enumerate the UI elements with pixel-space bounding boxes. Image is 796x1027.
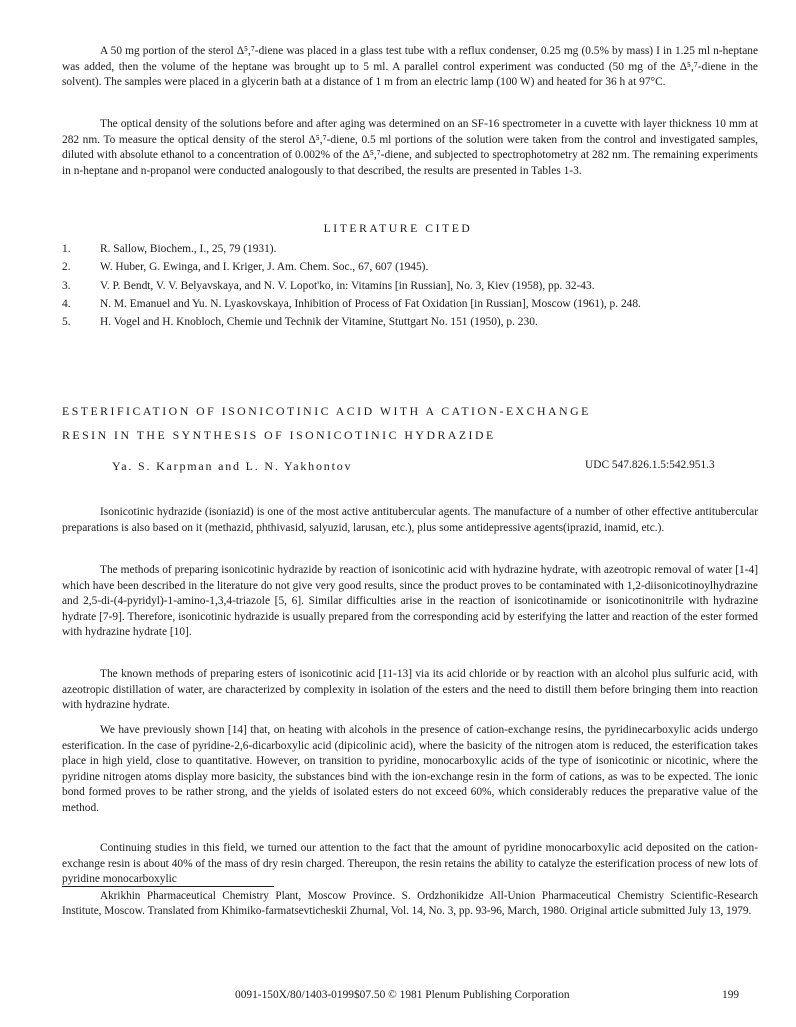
reference-text: V. P. Bendt, V. V. Belyavskaya, and N. V. Lopot'ko, in: Vitamins [in Russian], No. 3, Kiev (1958), pp. 32-43. — [100, 279, 595, 292]
reference-list — [62, 241, 762, 332]
article-authors: Ya. S. Karpman and L. N. Yakhontov — [112, 459, 353, 473]
literature-cited-heading: LITERATURE CITED — [323, 222, 473, 235]
intro-paragraph-1: A 50 mg portion of the sterol Δ⁵,⁷-diene was placed in a glass test tube with a reflux condenser, 0.25 mg (0.5% by mass) I in 1.25 ml n-heptane was added, then the volume of the heptane was brought up to 5 ml. A parallel control experiment was conducted (50 mg of the Δ⁵,⁷-diene in the solvent). The samples were placed in a glycerin bath at a distance of 1 m from an electric lamp (100 W) and heated for 36 h at 97°C. — [62, 45, 758, 88]
footnote-divider — [62, 886, 274, 887]
reference-item — [62, 296, 762, 312]
reference-number: 3. — [62, 279, 71, 292]
article-title-line-1: ESTERIFICATION OF ISONICOTINIC ACID WITH A CATION-EXCHANGE — [62, 404, 591, 418]
reference-number: 1. — [62, 243, 71, 255]
reference-item — [62, 278, 762, 294]
reference-text: W. Huber, G. Ewinga, and I. Kriger, J. Am. Chem. Soc., 67, 607 (1945). — [100, 261, 429, 274]
reference-text: R. Sallow, Biochem., I., 25, 79 (1931). — [100, 243, 277, 255]
body-paragraph-1: Isonicotinic hydrazide (isoniazid) is one of the most active antitubercular agents. The manufacture of a number of other effective antitubercular preparations is also based on it (methazid, phthivasid, salyuzid, larusan, etc.), plus some antidepressive agents(iprazid, inamid, etc.). — [62, 506, 758, 534]
page-number: 199 — [722, 989, 740, 1001]
reference-number: 5. — [62, 316, 71, 329]
body-paragraph-3: The known methods of preparing esters of isonicotinic acid [11-13] via its acid chloride or by reaction with an alcohol plus sulfuric acid, with azeotropic distillation of water, are characterized by complexity in isolation of the esters and the need to distill them before bringing them into reaction with hydrazine hydrate. — [62, 668, 758, 711]
intro-paragraph-2: The optical density of the solutions before and after aging was determined on an SF-16 spectrometer in a cuvette with layer thickness 10 mm at 282 nm. To measure the optical density of the sterol Δ⁵,⁷-diene, 0.5 ml portions of the solution were taken from the control and investigated samples, diluted with absolute ethanol to a concentration of 0.002% of the Δ⁵,⁷-diene, and subjected to spectrophotometry at 282 nm. The remaining experiments in n-heptane and n-propanol were conducted analogously to that described, the results are presented in Tables 1-3. — [62, 118, 758, 177]
reference-text: H. Vogel and H. Knobloch, Chemie und Technik der Vitamine, Stuttgart No. 151 (1950), p. 230. — [100, 316, 538, 329]
body-paragraph-5: Continuing studies in this field, we turned our attention to the fact that the amount of pyridine monocarboxylic acid deposited on the cation-exchange resin is about 40% of the mass of dry resin charged. Thereupon, the resin retains the ability to catalyze the esterification process of new lots of pyridine monocarboxylic — [62, 842, 758, 885]
reference-item — [62, 259, 762, 275]
copyright-line: 0091-150X/80/1403-0199$07.50 © 1981 Plenum Publishing Corporation — [235, 989, 570, 1001]
reference-item — [62, 241, 762, 257]
article-title-line-2: RESIN IN THE SYNTHESIS OF ISONICOTINIC HYDRAZIDE — [62, 428, 496, 442]
reference-number: 2. — [62, 261, 71, 274]
body-paragraph-2: The methods of preparing isonicotinic hydrazide by reaction of isonicotinic acid with hydrazine hydrate, with azeotropic removal of water [1-4] which have been described in the literature do not give very good results, since the product proves to be contaminated with 1,2-diisonicotinoylhydrazine and 2,5-di-(4-pyridyl)-1-amino-1,3,4-triazole [5, 6]. Similar difficulties arise in the reaction of isonicotinamide or isonicotinonitrile with hydrazine hydrate [7-9]. Therefore, isonicotinic hydrazide is usually prepared from the corresponding acid by esterifying the latter and reaction of the ester formed with hydrazine hydrate [10]. — [62, 564, 758, 638]
affiliation-footnote: Akrikhin Pharmaceutical Chemistry Plant, Moscow Province. S. Ordzhonikidze All-Union Pharmaceutical Chemistry Scientific-Research Institute, Moscow. Translated from Khimiko-farmatsevticheskii Zhurnal, Vol. 14, No. 3, pp. 93-96, March, 1980. Original article submitted July 13, 1979. — [62, 890, 758, 918]
udc-code: UDC 547.826.1.5:542.951.3 — [585, 459, 715, 471]
body-paragraph-4: We have previously shown [14] that, on heating with alcohols in the presence of cation-exchange resins, the pyridinecarboxylic acids undergo esterification. In the case of pyridine-2,6-dicarboxylic acid (dipicolinic acid), where the basicity of the nitrogen atom is reduced, the esterification takes place in high yield, close to quantitative. However, on transition to pyridine, monocarboxylic acids of the type of isonicotinic or nicotinic, where the pyridine nitrogen atoms display more basicity, the substances bind with the ion-exchange resin in the form of cations, as was to be expected. The ionic bond formed proves to be rather strong, and the yields of isolated esters do not exceed 60%, which considerably reduces the preparative value of the method. — [62, 724, 758, 814]
reference-number: 4. — [62, 297, 71, 310]
reference-item — [62, 314, 762, 330]
reference-text: N. M. Emanuel and Yu. N. Lyaskovskaya, Inhibition of Process of Fat Oxidation [in Russian], Moscow (1961), p. 248. — [100, 297, 641, 310]
